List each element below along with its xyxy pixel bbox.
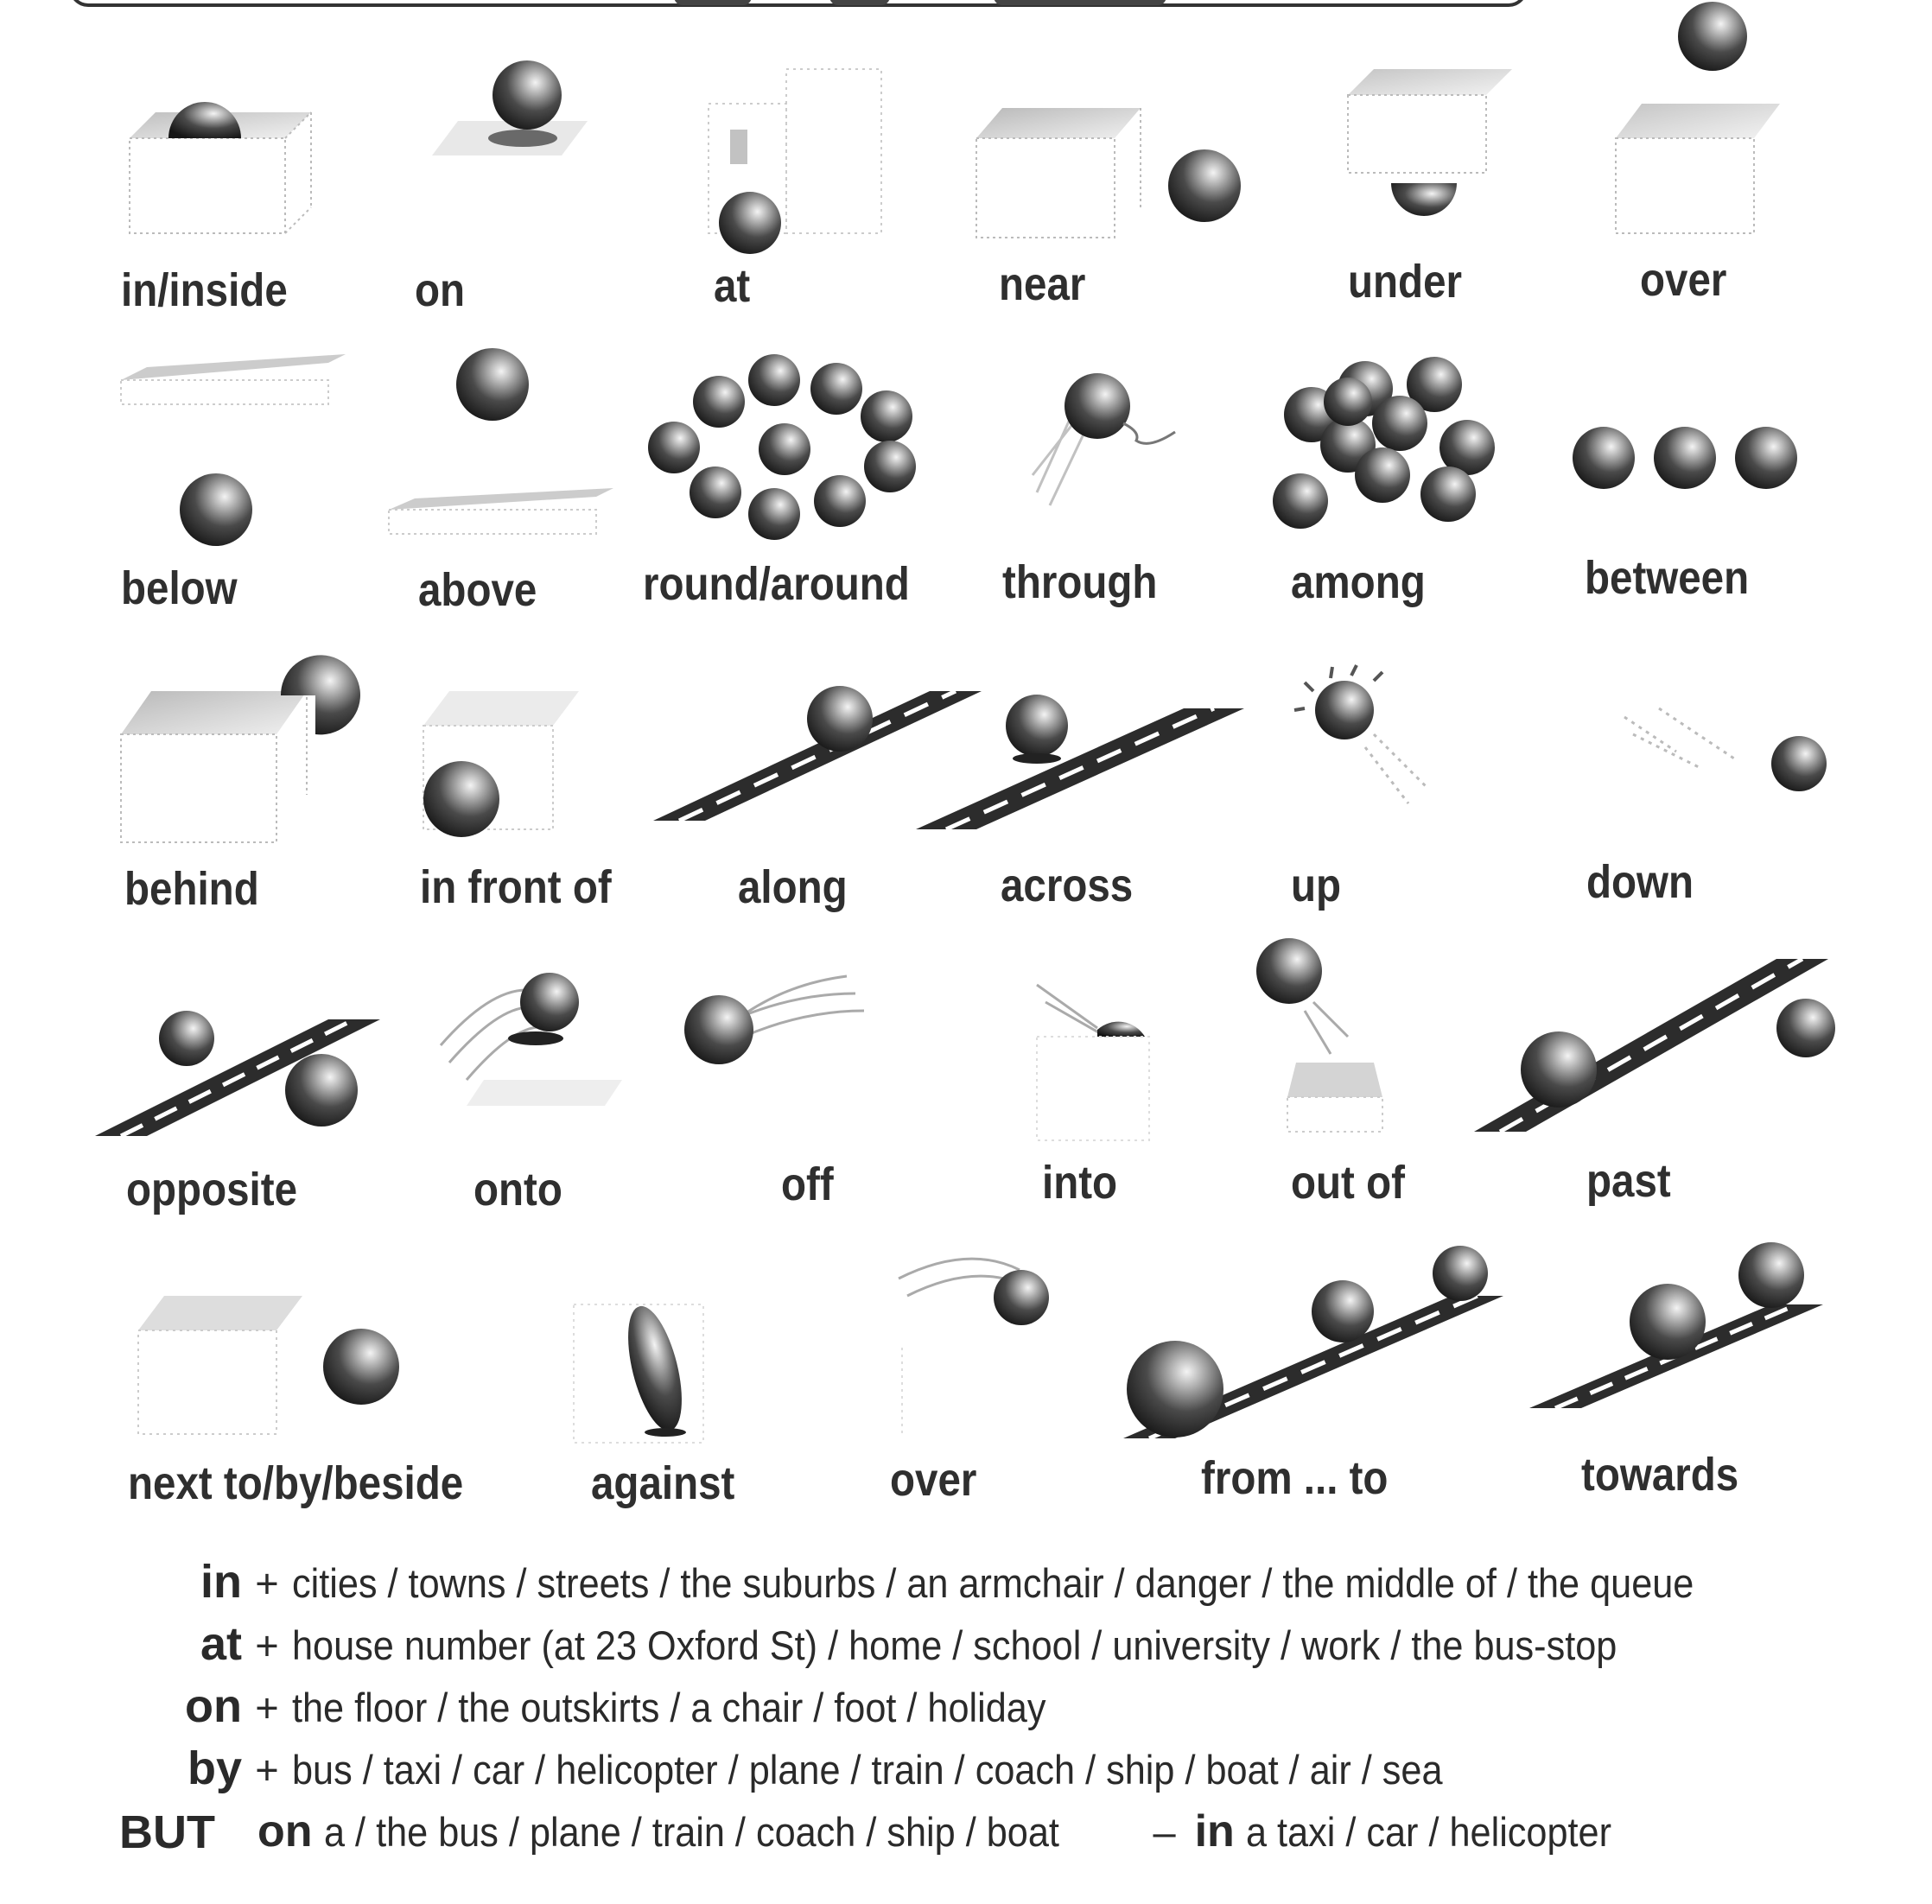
but-in-keyword: in <box>1194 1806 1235 1856</box>
across-illustration <box>916 691 1253 838</box>
rule-text: cities / towns / streets / the suburbs / an armchair / danger / the middle of / the queue <box>292 1560 1694 1606</box>
in-front-of-illustration <box>406 657 613 847</box>
rule-but: BUT on a / the bus / plane / train / coach / ship / boat – in a taxi / car / helicopter <box>119 1806 1611 1858</box>
opposite-illustration <box>95 1002 389 1149</box>
out-of-illustration <box>1244 924 1434 1140</box>
down-illustration <box>1607 691 1832 838</box>
label-above: above <box>418 564 537 616</box>
but-in-text: a taxi / car / helicopter <box>1245 1809 1611 1855</box>
label-next-to: next to/by/beside <box>128 1457 464 1509</box>
label-between: between <box>1585 552 1750 604</box>
behind-illustration <box>112 648 372 855</box>
on-illustration <box>415 52 605 181</box>
header-artifact <box>994 0 1166 5</box>
label-over-2: over <box>890 1454 977 1506</box>
round-around-illustration <box>639 346 925 553</box>
over-2-illustration <box>890 1244 1089 1443</box>
at-illustration <box>691 52 899 259</box>
label-up: up <box>1291 860 1342 911</box>
rule-by <box>121 1742 1542 1795</box>
label-towards: towards <box>1581 1449 1739 1501</box>
label-onto: onto <box>473 1164 562 1215</box>
header-artifact <box>829 0 890 5</box>
label-round-around: round/around <box>643 558 910 610</box>
rule-text: bus / taxi / car / helicopter / plane / train / coach / ship / boat / air / sea <box>292 1747 1443 1793</box>
label-opposite: opposite <box>126 1164 297 1215</box>
label-under: under <box>1348 256 1463 308</box>
onto-illustration <box>432 959 639 1140</box>
but-on-keyword: on <box>257 1806 313 1856</box>
rule-keyword: on <box>185 1680 242 1732</box>
from-to-illustration <box>1123 1235 1512 1443</box>
label-at: at <box>714 260 751 312</box>
below-illustration <box>112 346 354 553</box>
label-into: into <box>1042 1157 1118 1209</box>
rule-text: the floor / the outskirts / a chair / foot / holiday <box>292 1685 1046 1730</box>
label-through: through <box>1002 556 1158 608</box>
label-below: below <box>121 562 238 614</box>
label-off: off <box>781 1158 834 1210</box>
near-illustration <box>968 86 1253 251</box>
over-illustration <box>1607 0 1797 251</box>
label-in-inside: in/inside <box>121 264 288 316</box>
rule-text: house number (at 23 Oxford St) / home / school / university / work / the bus-stop <box>292 1622 1617 1668</box>
header-artifact <box>674 0 752 5</box>
label-in-front-of: in front of <box>420 861 612 913</box>
through-illustration <box>1028 346 1184 518</box>
but-on-text: a / the bus / plane / train / coach / ship / boat <box>323 1809 1059 1855</box>
rule-in <box>121 1555 1815 1609</box>
label-on: on <box>415 264 466 316</box>
plus-sign: + <box>255 1622 279 1668</box>
between-illustration <box>1564 415 1806 510</box>
above-illustration <box>380 341 622 549</box>
label-against: against <box>591 1457 735 1509</box>
plus-sign: + <box>255 1560 279 1606</box>
rule-keyword: at <box>200 1618 242 1670</box>
rule-at <box>121 1617 1732 1671</box>
label-out-of: out of <box>1291 1157 1405 1209</box>
dash: – <box>1153 1809 1176 1855</box>
header-frame <box>69 0 1528 7</box>
off-illustration <box>674 968 899 1140</box>
label-past: past <box>1586 1155 1671 1207</box>
label-along: along <box>738 861 848 913</box>
label-behind: behind <box>124 863 259 915</box>
into-illustration <box>1020 968 1192 1140</box>
label-over: over <box>1640 254 1727 306</box>
among-illustration <box>1262 346 1521 544</box>
against-illustration <box>562 1287 752 1451</box>
rule-on <box>121 1679 1111 1733</box>
next-to-illustration <box>121 1279 415 1451</box>
label-across: across <box>1001 860 1134 911</box>
label-from-to: from ... to <box>1201 1452 1389 1504</box>
label-near: near <box>999 258 1086 310</box>
rule-keyword: by <box>187 1742 242 1794</box>
rule-keyword: in <box>200 1556 242 1608</box>
label-down: down <box>1586 856 1694 908</box>
towards-illustration <box>1529 1235 1823 1425</box>
under-illustration <box>1339 52 1529 242</box>
past-illustration <box>1474 959 1837 1140</box>
up-illustration <box>1270 631 1529 829</box>
label-among: among <box>1291 556 1426 608</box>
plus-sign: + <box>255 1747 279 1793</box>
plus-sign: + <box>255 1685 279 1730</box>
in-inside-illustration <box>121 86 328 242</box>
